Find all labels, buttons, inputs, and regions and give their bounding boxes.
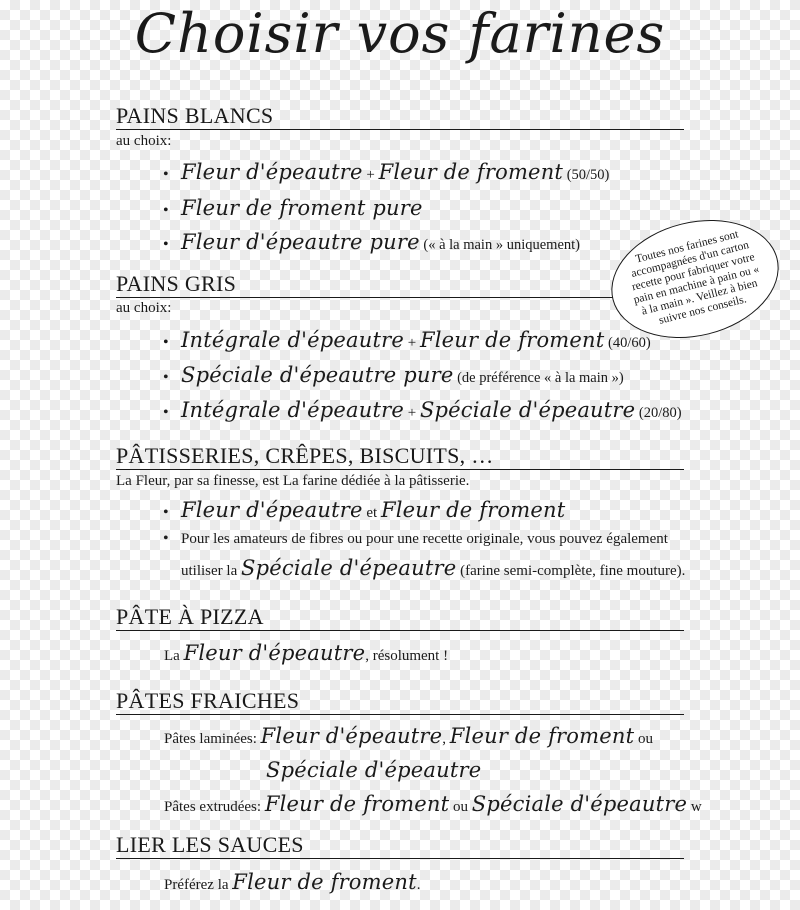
flour-name: Fleur d'épeautre [181,160,363,184]
pains-gris-item-1: • Intégrale d'épeautre + Fleur de froment (40/60) [163,328,651,352]
pates-laminees-continued [266,758,481,782]
flour-name: Fleur de froment [419,328,605,352]
flour-name: Fleur de froment [449,724,635,748]
heading-pizza: PÂTE À PIZZA [116,605,684,631]
ratio-note: (20/80) [635,405,682,421]
page-title: Choisir vos farines [134,2,666,65]
heading-sauces: LIER LES SAUCES [116,833,684,859]
pains-gris-item-3: • Intégrale d'épeautre + Spéciale d'épeautre (20/80) [163,398,682,422]
pains-gris-subtitle: au choix: [116,300,172,316]
pains-blancs-item-2: • Fleur de froment pure [163,196,423,220]
flour-name: Spéciale d'épeautre [266,758,482,782]
flour-name: Fleur de froment [264,792,450,816]
ratio-note: (50/50) [563,167,610,183]
flour-name: Spéciale d'épeautre [419,398,636,422]
heading-pates-fraiches: PÂTES FRAICHES [116,689,684,715]
flour-name: Fleur de froment pure [181,196,423,220]
sauces-line: Préférez la Fleur de froment. [164,870,421,894]
flour-name: Intégrale d'épeautre [181,398,404,422]
usage-note: (de préférence « à la main ») [453,370,624,386]
flour-name: Fleur de froment [378,160,564,184]
flour-name: Fleur de froment [380,498,566,522]
heading-pains-blancs: PAINS BLANCS [116,104,684,130]
flour-name: Fleur d'épeautre [183,641,366,665]
patisseries-item-1: • Fleur d'épeautre et Fleur de froment [163,498,566,522]
note-bubble-text: Toutes nos farines sont accompagnées d'un carton recette pour fabriquer votre pain en machine à pain ou « à la main ». Veillez à bien suivre nos conseils. [630,228,761,327]
pizza-line: La Fleur d'épeautre, résolument ! [164,641,449,665]
flour-name: Fleur d'épeautre pure [181,230,420,254]
pains-blancs-subtitle: au choix: [116,133,172,149]
flour-name: Intégrale d'épeautre [181,328,404,352]
pains-blancs-item-1: • Fleur d'épeautre + Fleur de froment (50/50) [163,160,610,184]
flour-name: Fleur d'épeautre [181,498,363,522]
flour-name: Fleur d'épeautre [260,724,443,748]
heading-pains-gris: PAINS GRIS [116,272,684,298]
heading-patisseries: PÂTISSERIES, CRÊPES, BISCUITS, … [116,444,684,470]
flour-name: Spéciale d'épeautre pure [181,363,454,387]
patisseries-intro: La Fleur, par sa finesse, est La farine dédiée à la pâtisserie. [116,473,470,489]
pains-blancs-item-3: • Fleur d'épeautre pure (« à la main » uniquement) [163,230,580,254]
pates-laminees-line: Pâtes laminées: Fleur d'épeautre, Fleur de froment ou [164,724,653,748]
flour-name: Spéciale d'épeautre [241,556,457,580]
pains-gris-item-2: • Spéciale d'épeautre pure (de préférence « à la main ») [163,363,624,387]
patisseries-item-2: • Pour les amateurs de fibres ou pour une recette originale, vous pouvez également [163,530,668,547]
usage-note: (« à la main » uniquement) [419,237,580,253]
pates-extrudees-line: Pâtes extrudées: Fleur de froment ou Spéciale d'épeautre w [164,792,702,816]
flour-name: Fleur de froment [232,870,417,894]
patisseries-item-2-continued: utiliser la Spéciale d'épeautre (farine semi-complète, fine mouture). [181,556,686,580]
flour-name: Spéciale d'épeautre [471,792,688,816]
ratio-note: (40/60) [604,335,651,351]
